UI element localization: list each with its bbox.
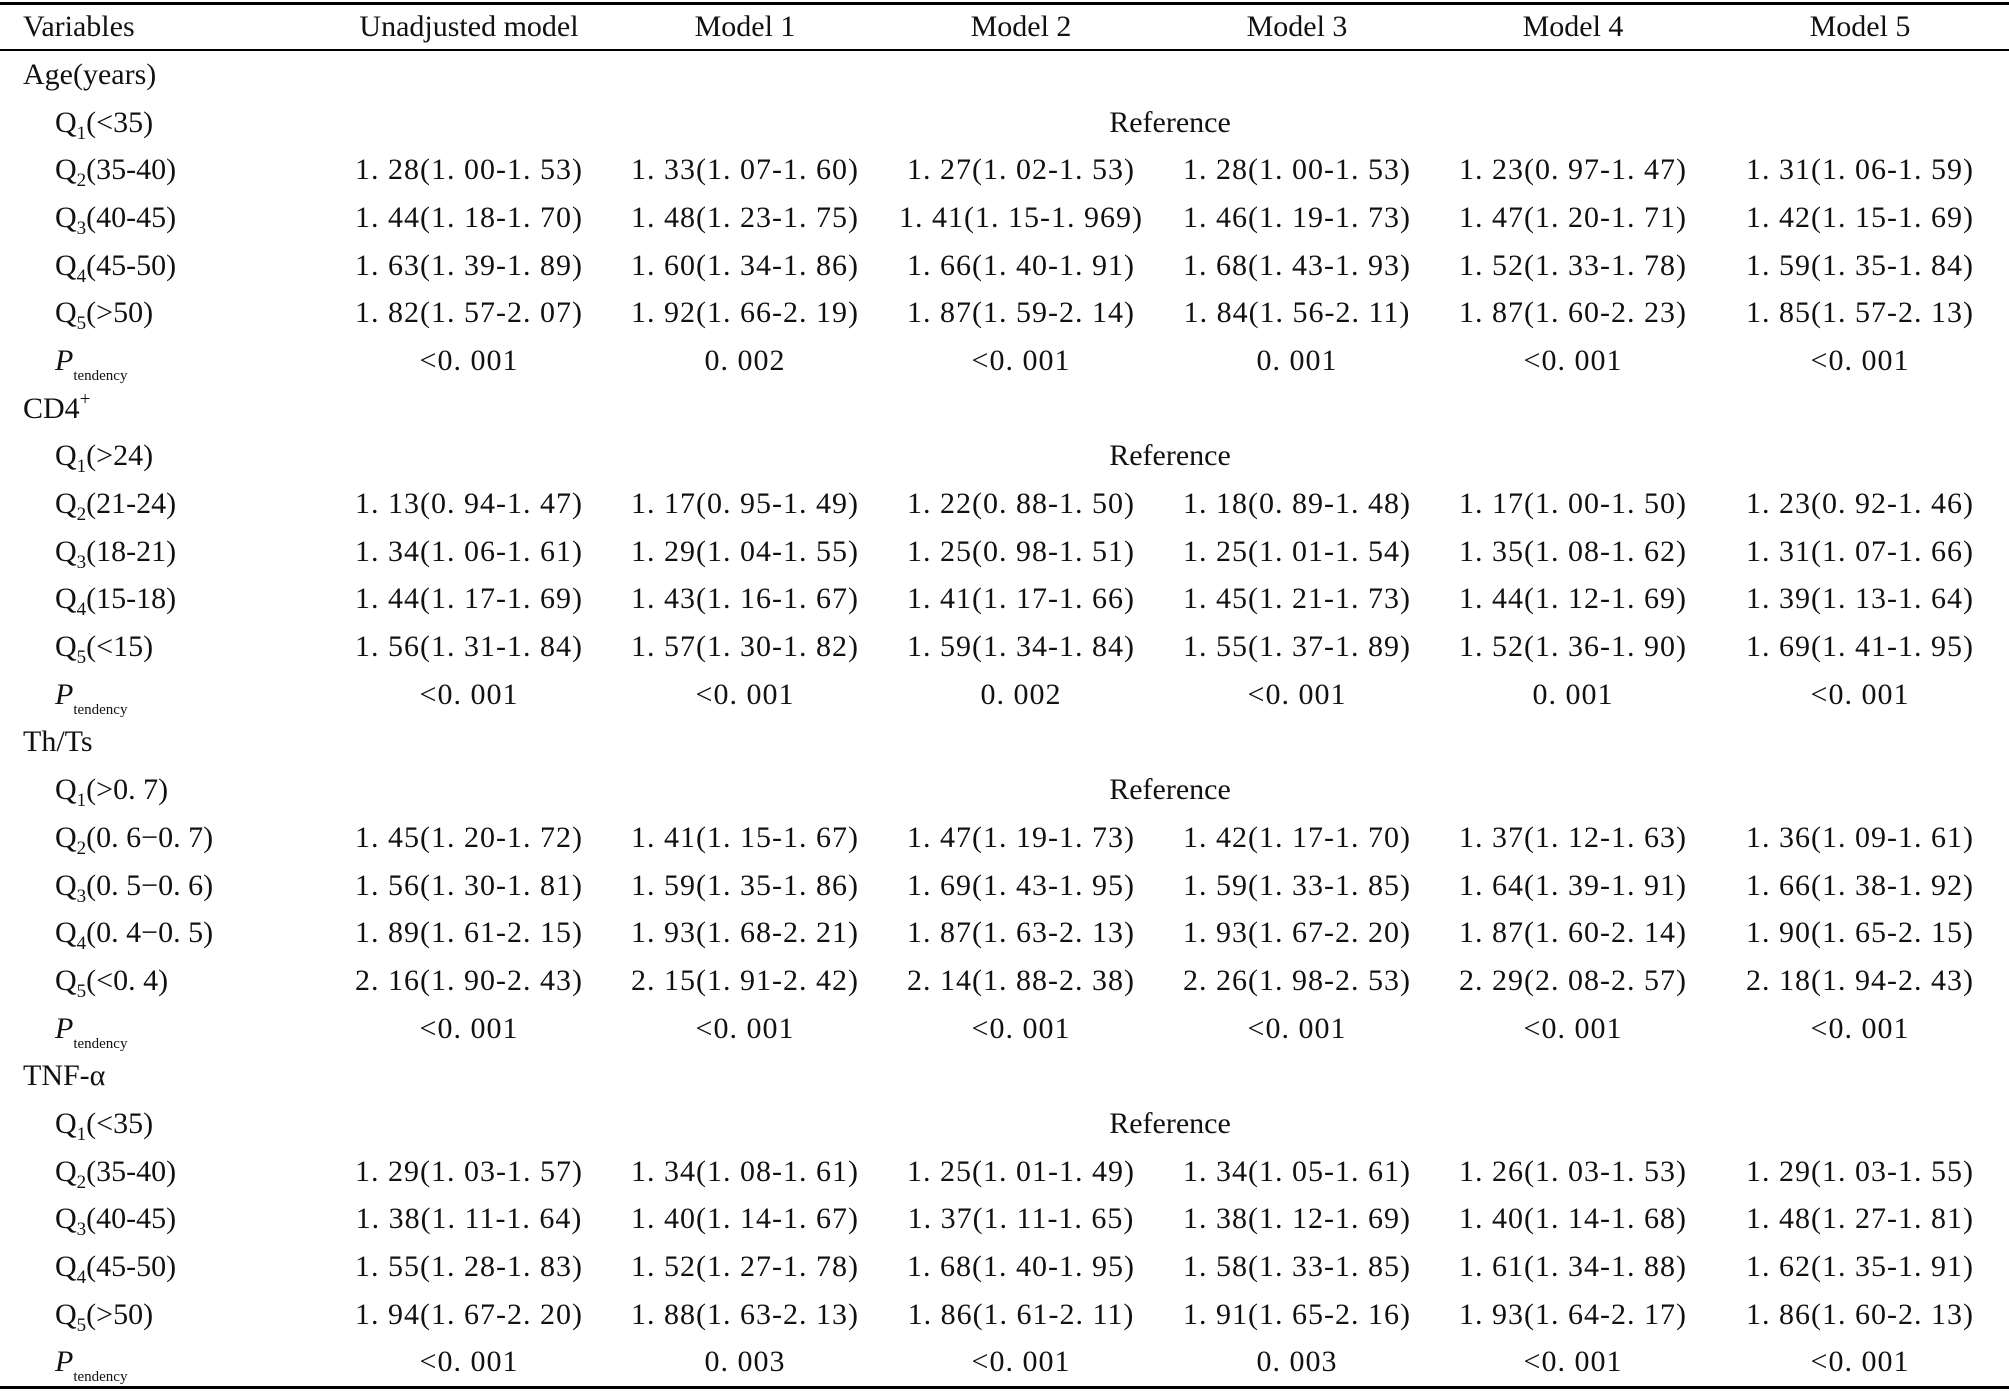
odds-ratio-cell: 1. 56(1. 30-1. 81)	[355, 868, 583, 902]
quintile-range: (45-50)	[86, 248, 177, 282]
table-row	[0, 433, 2009, 481]
odds-ratio-cell: 1. 38(1. 12-1. 69)	[1183, 1202, 1411, 1236]
quintile-label	[0, 296, 331, 335]
p-value-cell: 0. 002	[980, 677, 1062, 711]
p-subscript: tendency	[73, 1369, 128, 1386]
p-tendency-row	[0, 1005, 2009, 1053]
odds-ratio-cell: 1. 42(1. 15-1. 69)	[1746, 200, 1974, 234]
quintile-range: (>50)	[86, 296, 154, 330]
quintile-range: (21-24)	[86, 487, 177, 521]
quintile-index: 5	[76, 980, 87, 1002]
p-tendency-label	[0, 1345, 331, 1386]
table-row	[0, 766, 2009, 814]
odds-ratio-cell: 1. 52(1. 33-1. 78)	[1459, 248, 1687, 282]
odds-ratio-cell: 1. 43(1. 16-1. 67)	[631, 582, 859, 616]
p-subscript: tendency	[73, 367, 128, 384]
odds-ratio-cell: 1. 46(1. 19-1. 73)	[1183, 200, 1411, 234]
quintile-range: (0. 5−0. 6)	[86, 868, 214, 902]
p-symbol: P	[55, 1011, 74, 1045]
p-value-cell: <0. 001	[1523, 1011, 1623, 1045]
odds-ratio-cell: 1. 82(1. 57-2. 07)	[355, 296, 583, 330]
quintile-range: (35-40)	[86, 1154, 177, 1188]
odds-ratio-cell: 1. 33(1. 07-1. 60)	[631, 153, 859, 187]
table-row	[0, 194, 2009, 242]
odds-ratio-cell: 1. 47(1. 20-1. 71)	[1459, 200, 1687, 234]
odds-ratio-cell: 1. 37(1. 11-1. 65)	[907, 1202, 1135, 1236]
table-row	[0, 480, 2009, 528]
quintile-label	[0, 200, 331, 239]
odds-ratio-cell: 1. 59(1. 34-1. 84)	[907, 630, 1135, 664]
odds-ratio-cell: 1. 28(1. 00-1. 53)	[1183, 153, 1411, 187]
group-label	[0, 57, 2009, 91]
p-tendency-row	[0, 671, 2009, 719]
odds-ratio-cell: 1. 13(0. 94-1. 47)	[355, 487, 583, 521]
quintile-label	[0, 439, 331, 478]
table-row	[0, 289, 2009, 337]
quintile-index: 4	[76, 933, 87, 955]
p-value-cell: <0. 001	[1523, 343, 1623, 377]
odds-ratio-cell: 1. 47(1. 19-1. 73)	[907, 820, 1135, 854]
p-symbol: P	[55, 677, 74, 711]
quintile-index: 1	[76, 1123, 87, 1145]
quintile-label	[0, 1106, 331, 1145]
odds-ratio-cell: 1. 63(1. 39-1. 89)	[355, 248, 583, 282]
p-value-cell: <0. 001	[971, 1345, 1071, 1379]
odds-ratio-cell: 2. 29(2. 08-2. 57)	[1459, 963, 1687, 997]
odds-ratio-cell: 1. 26(1. 03-1. 53)	[1459, 1154, 1687, 1188]
odds-ratio-cell: 1. 18(0. 89-1. 48)	[1183, 487, 1411, 521]
quintile-label	[0, 1154, 331, 1193]
table-row	[0, 242, 2009, 290]
p-subscript: tendency	[73, 1035, 128, 1052]
odds-ratio-cell: 1. 69(1. 43-1. 95)	[907, 868, 1135, 902]
p-value-cell: <0. 001	[419, 1345, 519, 1379]
group-header-row	[0, 51, 2009, 99]
quintile-symbol: Q	[55, 630, 77, 664]
quintile-symbol: Q	[55, 916, 77, 950]
quintile-range: (45-50)	[86, 1250, 177, 1284]
odds-ratio-cell: 1. 34(1. 06-1. 61)	[355, 534, 583, 568]
quintile-symbol: Q	[55, 1250, 77, 1284]
quintile-index: 3	[76, 551, 87, 573]
quintile-index: 3	[76, 217, 87, 239]
quintile-label	[0, 820, 331, 859]
table-row	[0, 146, 2009, 194]
odds-ratio-cell: 1. 86(1. 61-2. 11)	[907, 1297, 1135, 1331]
reference-cell: Reference	[1109, 773, 1231, 807]
quintile-symbol: Q	[55, 1154, 77, 1188]
quintile-range: (0. 4−0. 5)	[86, 916, 214, 950]
column-header-model-1: Model 1	[694, 10, 796, 43]
p-value-cell: <0. 001	[419, 677, 519, 711]
odds-ratio-cell: 1. 91(1. 65-2. 16)	[1183, 1297, 1411, 1331]
column-header-variables: Variables	[23, 10, 135, 43]
quintile-range: (<15)	[86, 630, 154, 664]
p-value-cell: <0. 001	[1810, 343, 1910, 377]
odds-ratio-cell: 1. 29(1. 04-1. 55)	[631, 534, 859, 568]
quintile-index: 5	[76, 313, 87, 335]
odds-ratio-cell: 1. 31(1. 06-1. 59)	[1746, 153, 1974, 187]
odds-ratio-cell: 1. 52(1. 27-1. 78)	[631, 1250, 859, 1284]
group-label	[0, 388, 2009, 425]
quintile-label	[0, 916, 331, 955]
table-row	[0, 99, 2009, 147]
group-header-row	[0, 385, 2009, 433]
group-label	[0, 1061, 2009, 1091]
group-label-text: Th/Ts	[23, 725, 93, 759]
quintile-index: 5	[76, 1314, 87, 1336]
odds-ratio-cell: 1. 41(1. 15-1. 969)	[899, 200, 1143, 234]
odds-ratio-cell: 1. 87(1. 63-2. 13)	[907, 916, 1135, 950]
odds-ratio-cell: 1. 44(1. 18-1. 70)	[355, 200, 583, 234]
odds-ratio-cell: 1. 35(1. 08-1. 62)	[1459, 534, 1687, 568]
quintile-range: (<35)	[86, 105, 154, 139]
group-label-superscript: +	[79, 388, 91, 410]
p-value-cell: <0. 001	[695, 677, 795, 711]
quintile-label	[0, 1297, 331, 1336]
p-tendency-label	[0, 677, 331, 718]
quintile-range: (>50)	[86, 1297, 154, 1331]
quintile-index: 1	[76, 456, 87, 478]
quintile-range: (15-18)	[86, 582, 177, 616]
table-row	[0, 576, 2009, 624]
odds-ratio-cell: 2. 14(1. 88-2. 38)	[907, 963, 1135, 997]
quintile-label	[0, 963, 331, 1002]
table-row	[0, 814, 2009, 862]
p-value-cell: <0. 001	[1247, 1011, 1347, 1045]
p-tendency-label	[0, 343, 331, 384]
odds-ratio-cell: 1. 62(1. 35-1. 91)	[1746, 1250, 1974, 1284]
p-value-cell: <0. 001	[1810, 1345, 1910, 1379]
odds-ratio-cell: 1. 64(1. 39-1. 91)	[1459, 868, 1687, 902]
table-row	[0, 862, 2009, 910]
p-value-cell: 0. 003	[704, 1345, 786, 1379]
table-row	[0, 1100, 2009, 1148]
quintile-index: 3	[76, 1219, 87, 1241]
odds-ratio-cell: 1. 41(1. 17-1. 66)	[907, 582, 1135, 616]
quintile-symbol: Q	[55, 868, 77, 902]
odds-ratio-cell: 1. 34(1. 05-1. 61)	[1183, 1154, 1411, 1188]
quintile-index: 3	[76, 885, 87, 907]
odds-ratio-cell: 2. 18(1. 94-2. 43)	[1746, 963, 1974, 997]
column-header-model-5: Model 5	[1809, 10, 1911, 43]
odds-ratio-cell: 1. 68(1. 43-1. 93)	[1183, 248, 1411, 282]
odds-ratio-cell: 1. 88(1. 63-2. 13)	[631, 1297, 859, 1331]
quintile-range: (18-21)	[86, 534, 177, 568]
quintile-symbol: Q	[55, 534, 77, 568]
table-row	[0, 957, 2009, 1005]
quintile-label	[0, 248, 331, 287]
quintile-range: (<0. 4)	[86, 963, 169, 997]
table-row	[0, 623, 2009, 671]
p-tendency-label	[0, 1011, 331, 1052]
odds-ratio-cell: 1. 93(1. 67-2. 20)	[1183, 916, 1411, 950]
quintile-index: 2	[76, 504, 87, 526]
quintile-symbol: Q	[55, 820, 77, 854]
quintile-index: 2	[76, 837, 87, 859]
p-value-cell: 0. 001	[1532, 677, 1614, 711]
group-label-text: TNF-α	[23, 1059, 106, 1093]
odds-ratio-cell: 1. 61(1. 34-1. 88)	[1459, 1250, 1687, 1284]
odds-ratio-cell: 1. 84(1. 56-2. 11)	[1183, 296, 1411, 330]
quintile-range: (0. 6−0. 7)	[86, 820, 214, 854]
odds-ratio-cell: 1. 68(1. 40-1. 95)	[907, 1250, 1135, 1284]
odds-ratio-cell: 1. 28(1. 00-1. 53)	[355, 153, 583, 187]
odds-ratio-cell: 1. 39(1. 13-1. 64)	[1746, 582, 1974, 616]
quintile-symbol: Q	[55, 296, 77, 330]
quintile-label	[0, 1250, 331, 1289]
p-value-cell: <0. 001	[695, 1011, 795, 1045]
quintile-range: (40-45)	[86, 200, 177, 234]
p-value-cell: <0. 001	[419, 1011, 519, 1045]
group-header-row	[0, 719, 2009, 767]
quintile-label	[0, 773, 331, 812]
odds-ratio-cell: 1. 22(0. 88-1. 50)	[907, 487, 1135, 521]
odds-ratio-cell: 1. 56(1. 31-1. 84)	[355, 630, 583, 664]
p-tendency-row	[0, 1339, 2009, 1387]
odds-ratio-cell: 1. 89(1. 61-2. 15)	[355, 916, 583, 950]
odds-ratio-cell: 1. 38(1. 11-1. 64)	[355, 1202, 583, 1236]
odds-ratio-cell: 1. 48(1. 23-1. 75)	[631, 200, 859, 234]
quintile-index: 4	[76, 1267, 87, 1289]
quintile-index: 4	[76, 265, 87, 287]
quintile-range: (35-40)	[86, 153, 177, 187]
quintile-symbol: Q	[55, 248, 77, 282]
quintile-index: 4	[76, 599, 87, 621]
quintile-symbol: Q	[55, 1202, 77, 1236]
group-header-row	[0, 1052, 2009, 1100]
odds-ratio-cell: 1. 36(1. 09-1. 61)	[1746, 820, 1974, 854]
quintile-symbol: Q	[55, 153, 77, 187]
odds-ratio-cell: 1. 40(1. 14-1. 68)	[1459, 1202, 1687, 1236]
odds-ratio-cell: 1. 45(1. 20-1. 72)	[355, 820, 583, 854]
group-label-text: CD4	[23, 391, 80, 425]
quintile-symbol: Q	[55, 582, 77, 616]
odds-ratio-cell: 1. 37(1. 12-1. 63)	[1459, 820, 1687, 854]
table-row	[0, 1243, 2009, 1291]
odds-ratio-cell: 1. 55(1. 28-1. 83)	[355, 1250, 583, 1284]
quintile-label	[0, 153, 331, 192]
odds-ratio-cell: 1. 87(1. 60-2. 14)	[1459, 916, 1687, 950]
odds-ratio-cell: 1. 59(1. 35-1. 84)	[1746, 248, 1974, 282]
quintile-index: 1	[76, 122, 87, 144]
odds-ratio-cell: 1. 85(1. 57-2. 13)	[1746, 296, 1974, 330]
quintile-index: 2	[76, 170, 87, 192]
quintile-label	[0, 487, 331, 526]
odds-ratio-cell: 1. 94(1. 67-2. 20)	[355, 1297, 583, 1331]
odds-ratio-cell: 1. 44(1. 17-1. 69)	[355, 582, 583, 616]
odds-ratio-cell: 1. 17(1. 00-1. 50)	[1459, 487, 1687, 521]
quintile-symbol: Q	[55, 487, 77, 521]
p-value-cell: <0. 001	[1810, 677, 1910, 711]
quintile-label	[0, 868, 331, 907]
odds-ratio-cell: 1. 58(1. 33-1. 85)	[1183, 1250, 1411, 1284]
quintile-range: (>0. 7)	[86, 773, 169, 807]
odds-ratio-cell: 1. 55(1. 37-1. 89)	[1183, 630, 1411, 664]
odds-ratio-cell: 1. 87(1. 59-2. 14)	[907, 296, 1135, 330]
odds-ratio-cell: 1. 23(0. 97-1. 47)	[1459, 153, 1687, 187]
quintile-label	[0, 534, 331, 573]
reference-cell: Reference	[1109, 439, 1231, 473]
odds-ratio-cell: 1. 93(1. 64-2. 17)	[1459, 1297, 1687, 1331]
table-row	[0, 1291, 2009, 1339]
odds-ratio-cell: 2. 26(1. 98-2. 53)	[1183, 963, 1411, 997]
table-header-row	[0, 5, 2009, 49]
odds-ratio-cell: 1. 69(1. 41-1. 95)	[1746, 630, 1974, 664]
odds-ratio-cell: 1. 23(0. 92-1. 46)	[1746, 487, 1974, 521]
odds-ratio-cell: 1. 34(1. 08-1. 61)	[631, 1154, 859, 1188]
odds-ratio-cell: 1. 52(1. 36-1. 90)	[1459, 630, 1687, 664]
odds-ratio-cell: 1. 93(1. 68-2. 21)	[631, 916, 859, 950]
quintile-index: 2	[76, 1171, 87, 1193]
reference-cell: Reference	[1109, 1106, 1231, 1140]
group-label	[0, 727, 2009, 757]
quintile-label	[0, 582, 331, 621]
quintile-label	[0, 1202, 331, 1241]
table-row	[0, 1148, 2009, 1196]
quintile-symbol: Q	[55, 1106, 77, 1140]
odds-ratio-cell: 2. 16(1. 90-2. 43)	[355, 963, 583, 997]
quintile-symbol: Q	[55, 200, 77, 234]
odds-ratio-cell: 1. 40(1. 14-1. 67)	[631, 1202, 859, 1236]
odds-ratio-cell: 1. 59(1. 35-1. 86)	[631, 868, 859, 902]
table-row	[0, 528, 2009, 576]
quintile-label	[0, 630, 331, 669]
table-bottom-rule	[0, 1386, 2009, 1389]
odds-ratio-cell: 2. 15(1. 91-2. 42)	[631, 963, 859, 997]
p-symbol: P	[55, 343, 74, 377]
p-value-cell: 0. 003	[1256, 1345, 1338, 1379]
p-value-cell: 0. 002	[704, 343, 786, 377]
odds-ratio-cell: 1. 31(1. 07-1. 66)	[1746, 534, 1974, 568]
quintile-symbol: Q	[55, 963, 77, 997]
column-header-model-4: Model 4	[1522, 10, 1624, 43]
odds-ratio-cell: 1. 86(1. 60-2. 13)	[1746, 1297, 1974, 1331]
odds-ratio-cell: 1. 59(1. 33-1. 85)	[1183, 868, 1411, 902]
odds-ratio-cell: 1. 25(1. 01-1. 54)	[1183, 534, 1411, 568]
quintile-index: 5	[76, 647, 87, 669]
odds-ratio-cell: 1. 66(1. 38-1. 92)	[1746, 868, 1974, 902]
p-symbol: P	[55, 1345, 74, 1379]
odds-ratio-cell: 1. 57(1. 30-1. 82)	[631, 630, 859, 664]
p-value-cell: <0. 001	[1810, 1011, 1910, 1045]
odds-ratio-cell: 1. 92(1. 66-2. 19)	[631, 296, 859, 330]
quintile-range: (<35)	[86, 1106, 154, 1140]
p-value-cell: <0. 001	[1247, 677, 1347, 711]
odds-ratio-cell: 1. 41(1. 15-1. 67)	[631, 820, 859, 854]
p-value-cell: <0. 001	[971, 343, 1071, 377]
quintile-range: (40-45)	[86, 1202, 177, 1236]
odds-ratio-cell: 1. 17(0. 95-1. 49)	[631, 487, 859, 521]
odds-ratio-cell: 1. 45(1. 21-1. 73)	[1183, 582, 1411, 616]
p-tendency-row	[0, 337, 2009, 385]
p-value-cell: <0. 001	[419, 343, 519, 377]
odds-ratio-cell: 1. 90(1. 65-2. 15)	[1746, 916, 1974, 950]
p-value-cell: <0. 001	[971, 1011, 1071, 1045]
odds-ratio-cell: 1. 27(1. 02-1. 53)	[907, 153, 1135, 187]
table-row	[0, 1196, 2009, 1244]
p-value-cell: 0. 001	[1256, 343, 1338, 377]
column-header-model-3: Model 3	[1246, 10, 1348, 43]
p-value-cell: <0. 001	[1523, 1345, 1623, 1379]
column-header-model-2: Model 2	[970, 10, 1072, 43]
odds-ratio-cell: 1. 29(1. 03-1. 55)	[1746, 1154, 1974, 1188]
quintile-index: 1	[76, 790, 87, 812]
reference-cell: Reference	[1109, 105, 1231, 139]
odds-ratio-cell: 1. 29(1. 03-1. 57)	[355, 1154, 583, 1188]
quintile-label	[0, 105, 331, 144]
table-row	[0, 909, 2009, 957]
quintile-range: (>24)	[86, 439, 154, 473]
odds-ratio-cell: 1. 60(1. 34-1. 86)	[631, 248, 859, 282]
odds-ratio-cell: 1. 66(1. 40-1. 91)	[907, 248, 1135, 282]
odds-ratio-cell: 1. 48(1. 27-1. 81)	[1746, 1202, 1974, 1236]
p-subscript: tendency	[73, 701, 128, 718]
odds-ratio-cell: 1. 25(1. 01-1. 49)	[907, 1154, 1135, 1188]
odds-ratio-cell: 1. 25(0. 98-1. 51)	[907, 534, 1135, 568]
quintile-symbol: Q	[55, 773, 77, 807]
group-label-text: Age(years)	[23, 57, 157, 91]
odds-ratio-cell: 1. 44(1. 12-1. 69)	[1459, 582, 1687, 616]
quintile-symbol: Q	[55, 1297, 77, 1331]
odds-ratio-cell: 1. 87(1. 60-2. 23)	[1459, 296, 1687, 330]
quintile-symbol: Q	[55, 439, 77, 473]
quintile-symbol: Q	[55, 105, 77, 139]
table-body	[0, 51, 2009, 1386]
odds-ratio-cell: 1. 42(1. 17-1. 70)	[1183, 820, 1411, 854]
column-header-unadjusted-model: Unadjusted model	[359, 10, 579, 43]
